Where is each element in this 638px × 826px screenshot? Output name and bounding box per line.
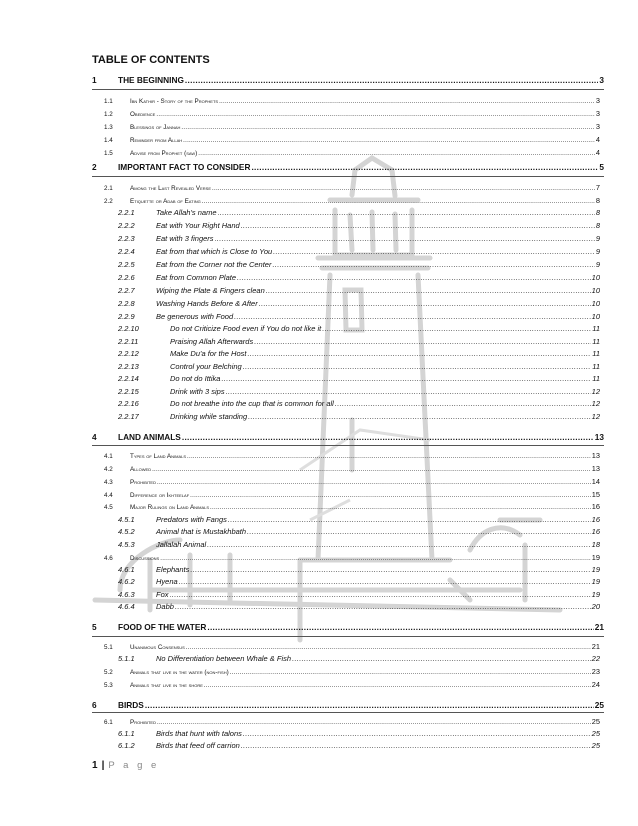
toc-entry-number: 6.1.1 [118,729,135,738]
toc-entry[interactable] [104,642,600,651]
toc-dot-leader [219,98,595,105]
toc-entry-page: 8 [595,196,600,205]
toc-entry[interactable] [118,540,600,549]
toc-entry[interactable] [104,553,600,562]
toc-dot-leader [215,234,595,243]
toc-dot-leader [226,387,591,396]
toc-dot-leader [156,111,595,118]
toc-entry-title[interactable]: Types of Land Animals [130,453,187,460]
toc-entry-title[interactable]: Be generous with Food [156,312,234,321]
toc-entry[interactable] [104,477,600,486]
toc-entry-page: 25 [591,729,600,738]
toc-entry-number: 2.2.10 [118,324,139,333]
toc-entry[interactable] [104,122,600,131]
toc-entry-page: 13 [594,432,604,442]
toc-entry-number: 2.2.1 [118,208,135,217]
toc-entry-title[interactable]: Among the Last Revealed Verse [130,185,212,192]
toc-entry-number: 4.1 [104,453,113,460]
toc-entry[interactable] [118,273,600,282]
toc-entry[interactable] [104,667,600,676]
toc-entry-page: 16 [591,515,600,524]
toc-entry-page: 13 [591,451,600,460]
toc-entry-title[interactable]: Eat from the Corner not the Center [156,260,272,269]
toc-entry-title[interactable]: Reminder from Allah [130,137,183,144]
toc-entry-title[interactable]: Animals that live in the water (non-fish) [130,669,229,676]
section-divider [92,176,604,177]
toc-entry-page: 3 [595,109,600,118]
toc-entry-page: 25 [591,717,600,726]
toc-entry[interactable] [118,299,600,308]
toc-entry-page: 8 [595,221,600,230]
toc-entry[interactable] [104,148,600,157]
section-divider [92,445,604,446]
toc-entry-title[interactable]: Fox [156,590,169,599]
toc-entry-number: 2.2 [104,198,113,205]
toc-entry-page: 15 [591,490,600,499]
toc-entry-title[interactable]: Predators with Fangs [156,515,227,524]
toc-dot-leader [185,75,598,85]
toc-entry[interactable] [118,399,600,408]
toc-entry-page: 11 [592,337,600,346]
toc-entry-page: 20 [591,602,600,611]
toc-entry-page: 12 [591,387,600,396]
toc-entry-number: 4.2 [104,466,113,473]
toc-entry-number: 4.5.1 [118,515,135,524]
toc-entry-page: 3 [599,75,604,85]
toc-dot-leader [247,349,591,358]
toc-entry-title[interactable]: Eat from that which is Close to You [156,247,273,256]
toc-entry-title[interactable]: Unanimous Consensus [130,644,185,651]
toc-entry-title[interactable]: Drinking while standing [170,412,248,421]
toc-entry-number: 6.1 [104,719,113,726]
toc-entry-page: 10 [591,273,600,282]
toc-entry-title[interactable]: Elephants [156,565,190,574]
toc-entry-page: 25 [591,741,600,750]
toc-entry-number: 4.5.2 [118,527,135,536]
toc-entry[interactable] [118,387,600,396]
toc-dot-leader [241,221,595,230]
toc-dot-leader [230,669,591,676]
toc-entry-title[interactable]: Major Rulings on Land Animals [130,504,210,511]
toc-entry-page: 9 [595,234,600,243]
toc-dot-leader [221,374,591,383]
toc-dot-leader [266,286,591,295]
toc-entry[interactable] [104,464,600,473]
toc-entry-title[interactable]: Discussions [130,555,160,562]
toc-entry-page: 11 [592,324,600,333]
footer-separator: | [101,760,105,771]
toc-entry[interactable] [118,602,600,611]
toc-entry-number: 5.1 [104,644,113,651]
toc-entry-title[interactable]: Ibn Kathir - Story of the Prophets [130,98,219,105]
toc-entry[interactable] [104,717,600,726]
toc-entry-title[interactable]: Birds that feed off carrion [156,741,240,750]
toc-entry[interactable] [118,565,600,574]
toc-entry-number: 4.6.4 [118,602,135,611]
toc-entry-number: 5 [92,622,97,632]
toc-entry-page: 14 [591,477,600,486]
toc-dot-leader [247,527,591,536]
section-divider [92,89,604,90]
toc-entry-title[interactable]: Praising Allah Afterwards [170,337,254,346]
toc-entry-title[interactable]: IMPORTANT FACT TO CONSIDER [118,162,251,172]
page-word: P a g e [108,760,160,771]
toc-entry[interactable] [104,490,600,499]
toc-dot-leader [234,312,591,321]
toc-entry-page: 19 [591,590,600,599]
toc-entry-page: 4 [595,148,600,157]
toc-entry-number: 2.2.16 [118,399,139,408]
toc-entry[interactable] [118,729,600,738]
toc-dot-leader [272,260,594,269]
toc-entry-number: 2.2.7 [118,286,135,295]
toc-entry-title[interactable]: Do not Criticize Food even if You do not like it [170,324,322,333]
toc-dot-leader [190,565,590,574]
toc-entry-title[interactable]: Dabb [156,602,174,611]
toc-entry-title[interactable]: Make Du'a for the Host [170,349,247,358]
toc-entry-page: 7 [595,183,600,192]
toc-dot-leader [254,337,591,346]
toc-dot-leader [187,453,591,460]
toc-entry[interactable] [118,247,600,256]
toc-entry-number: 5.1.1 [118,654,135,663]
toc-entry-page: 10 [591,286,600,295]
toc-entry-title[interactable]: No Differentiation between Whale & Fish [156,654,292,663]
toc-entry[interactable] [118,577,600,586]
toc-entry[interactable] [118,412,600,421]
toc-entry-page: 19 [591,565,600,574]
toc-entry-page: 25 [594,700,604,710]
toc-entry-title[interactable]: Allowed [130,466,152,473]
toc-entry-title[interactable]: Control your Belching [170,362,242,371]
toc-dot-leader [145,700,594,710]
toc-entry-page: 9 [595,247,600,256]
toc-entry[interactable] [118,208,600,217]
toc-entry-page: 21 [591,642,600,651]
toc-entry-title[interactable]: Difference or Ikhteelaf [130,492,190,499]
toc-entry-title[interactable]: Advise from Prophet (saw) [130,150,198,157]
toc-entry-number: 1.1 [104,98,113,105]
toc-entry-title[interactable]: Hyena [156,577,178,586]
toc-entry-page: 13 [591,464,600,473]
toc-dot-leader [157,479,591,486]
toc-entry-number: 2.2.17 [118,412,139,421]
toc-dot-leader [207,540,590,549]
toc-entry-page: 11 [592,362,600,371]
toc-entry-title[interactable]: Prohibited [130,479,156,486]
toc-entry-page: 19 [591,553,600,562]
toc-dot-leader [186,644,591,651]
toc-dot-leader [322,324,591,333]
toc-entry-page: 21 [594,622,604,632]
toc-entry[interactable] [118,260,600,269]
toc-entry-number: 6.1.2 [118,741,135,750]
section-divider [92,712,604,713]
toc-entry[interactable] [104,109,600,118]
section-divider [92,636,604,637]
toc-entry-page: 3 [595,96,600,105]
page-footer [92,760,159,771]
toc-entry-page: 18 [591,540,600,549]
toc-entry-title[interactable]: Eat with Your Right Hand [156,221,240,230]
toc-entry-page: 9 [595,260,600,269]
toc-entry-page: 10 [591,312,600,321]
toc-dot-leader [210,504,591,511]
toc-entry-number: 4.5.3 [118,540,135,549]
toc-entry[interactable] [104,680,600,689]
toc-entry[interactable] [118,741,600,750]
toc-entry-number: 2.2.9 [118,312,135,321]
toc-entry-number: 2.1 [104,185,113,192]
toc-entry[interactable] [104,183,600,192]
toc-entry-number: 4.3 [104,479,113,486]
toc-entry-number: 2.2.2 [118,221,135,230]
toc-entry[interactable] [92,622,604,632]
toc-dot-leader [243,729,591,738]
toc-entry[interactable] [118,527,600,536]
toc-entry-number: 4.4 [104,492,113,499]
toc-entry[interactable] [118,337,600,346]
toc-entry-number: 1.3 [104,124,113,131]
toc-entry-title[interactable]: Eat from Common Plate [156,273,237,282]
toc-dot-leader [207,622,593,632]
toc-entry-number: 4 [92,432,97,442]
toc-entry-page: 24 [591,680,600,689]
toc-entry-page: 10 [591,299,600,308]
toc-entry-title[interactable]: Animal that is Mustakhbath [156,527,247,536]
toc-dot-leader [228,515,591,524]
toc-entry-number: 1 [92,75,97,85]
toc-entry-number: 5.2 [104,669,113,676]
toc-entry-number: 1.2 [104,111,113,118]
toc-entry-page: 4 [595,135,600,144]
toc-entry[interactable] [104,135,600,144]
toc-dot-leader [182,432,594,442]
toc-entry[interactable] [104,196,600,205]
toc-dot-leader [243,362,591,371]
toc-entry-page: 19 [591,577,600,586]
toc-entry-page: 12 [591,412,600,421]
toc-dot-leader [204,682,591,689]
toc-entry-title[interactable]: Prohibited [130,719,156,726]
toc-entry-number: 4.6 [104,555,113,562]
toc-entry-title[interactable]: LAND ANIMALS [118,432,181,442]
toc-entry-title[interactable]: Blessings of Jannah [130,124,181,131]
toc-entry[interactable] [92,700,604,710]
toc-entry-page: 11 [592,374,600,383]
toc-dot-leader [248,412,591,421]
toc-entry-number: 4.6.1 [118,565,135,574]
toc-dot-leader [212,185,595,192]
toc-entry-number: 2 [92,162,97,172]
toc-dot-leader [183,137,595,144]
toc-entry[interactable] [118,324,600,333]
toc-entry-number: 4.5 [104,504,113,511]
toc-entry-title[interactable]: Drink with 3 sips [170,387,225,396]
toc-entry-title[interactable]: Take Allah's name [156,208,217,217]
toc-entry[interactable] [118,590,600,599]
toc-dot-leader [198,150,595,157]
toc-dot-leader [202,198,595,205]
toc-entry-title[interactable]: Do not breathe into the cup that is common for all [170,399,334,408]
toc-dot-leader [170,590,591,599]
toc-entry-page: 23 [591,667,600,676]
toc-entry-title[interactable]: FOOD OF THE WATER [118,622,207,632]
toc-dot-leader [273,247,595,256]
toc-dot-leader [241,741,591,750]
toc-entry-number: 6 [92,700,97,710]
toc-entry[interactable] [118,286,600,295]
toc-entry-title[interactable]: Etiquette or Adab of Eating [130,198,201,205]
toc-entry-number: 2.2.15 [118,387,139,396]
toc-entry-number: 1.5 [104,150,113,157]
toc-dot-leader [179,577,591,586]
toc-entry-number: 2.2.6 [118,273,135,282]
toc-entry[interactable] [104,502,600,511]
toc-entry-title[interactable]: Jallalah Animal [156,540,207,549]
toc-dot-leader [237,273,591,282]
toc-dot-leader [152,466,591,473]
toc-entry-number: 4.6.3 [118,590,135,599]
toc-entry[interactable] [118,234,600,243]
toc-title: TABLE OF CONTENTS [92,54,210,66]
toc-entry[interactable] [118,654,600,663]
toc-entry[interactable] [118,349,600,358]
toc-entry-number: 5.3 [104,682,113,689]
toc-entry-page: 22 [591,654,600,663]
toc-entry-title[interactable]: Eat with 3 fingers [156,234,214,243]
toc-entry-title[interactable]: Obedience [130,111,156,118]
toc-entry-title[interactable]: Birds that hunt with talons [156,729,242,738]
toc-dot-leader [292,654,591,663]
toc-entry-number: 2.2.12 [118,349,139,358]
toc-dot-leader [175,602,591,611]
toc-entry[interactable] [92,162,604,172]
toc-entry-number: 2.2.13 [118,362,139,371]
toc-entry-title[interactable]: Do not do Ittika [170,374,221,383]
toc-entry[interactable] [104,451,600,460]
toc-entry-number: 2.2.14 [118,374,139,383]
toc-entry-number: 1.4 [104,137,113,144]
toc-entry-page: 3 [595,122,600,131]
toc-entry-number: 2.2.11 [118,337,139,346]
toc-entry-number: 2.2.4 [118,247,135,256]
toc-dot-leader [157,719,591,726]
toc-entry[interactable] [118,221,600,230]
toc-entry[interactable] [118,312,600,321]
toc-entry-title[interactable]: Washing Hands Before & After [156,299,258,308]
toc-entry[interactable] [118,515,600,524]
toc-entry-number: 2.2.5 [118,260,135,269]
toc-entry[interactable] [92,75,604,85]
toc-entry[interactable] [118,374,600,383]
toc-entry-page: 5 [599,162,604,172]
toc-dot-leader [218,208,595,217]
toc-entry-page: 16 [591,502,600,511]
toc-dot-leader [181,124,594,131]
toc-entry[interactable] [118,362,600,371]
toc-dot-leader [160,555,591,562]
toc-entry-page: 16 [591,527,600,536]
toc-dot-leader [251,162,598,172]
toc-entry-number: 4.6.2 [118,577,135,586]
toc-entry-number: 2.2.8 [118,299,135,308]
toc-dot-leader [190,492,591,499]
toc-entry-page: 11 [592,349,600,358]
toc-entry[interactable] [92,432,604,442]
toc-dot-leader [259,299,591,308]
page-number: 1 [92,760,98,771]
toc-dot-leader [335,399,591,408]
toc-entry-page: 12 [591,399,600,408]
toc-entry[interactable] [104,96,600,105]
toc-entry-title[interactable]: Wiping the Plate & Fingers clean [156,286,265,295]
toc-entry-title[interactable]: Animals that live in the shore [130,682,203,689]
toc-entry-number: 2.2.3 [118,234,135,243]
toc-entry-page: 8 [595,208,600,217]
toc-entry-title[interactable]: BIRDS [118,700,144,710]
toc-entry-title[interactable]: THE BEGINNING [118,75,184,85]
